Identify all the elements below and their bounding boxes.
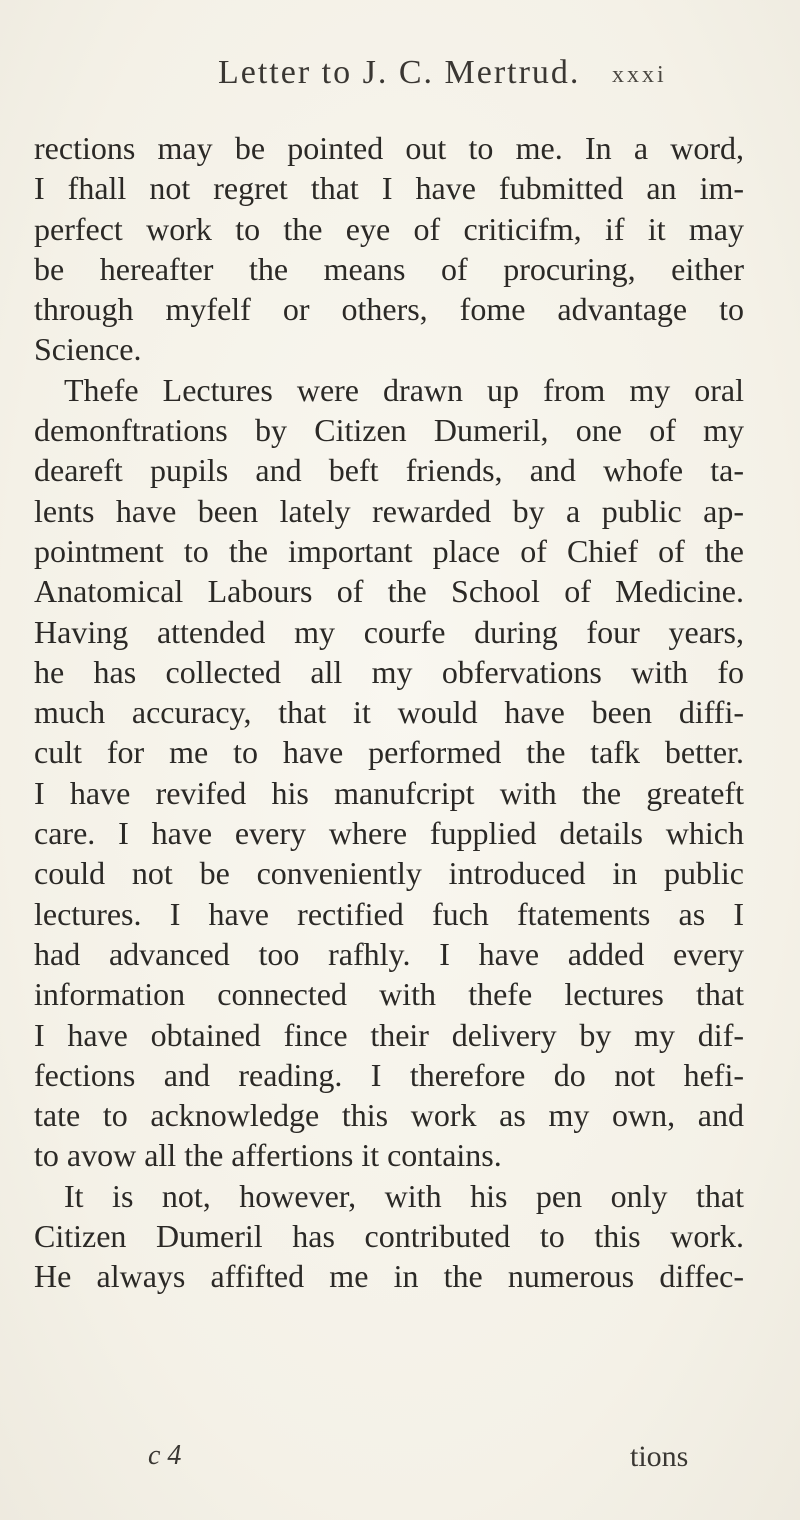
text-line: pointment to the important place of Chief of the xyxy=(34,532,744,569)
text-line: rections may be pointed out to me. In a word, xyxy=(34,130,744,166)
text-line: demonftrations by Citizen Dumeril, one of my xyxy=(34,412,744,449)
running-head xyxy=(0,54,800,104)
text-line: Citizen Dumeril has contributed to this work. xyxy=(34,1218,744,1255)
page-number: xxxi xyxy=(612,62,667,88)
catchword: tions xyxy=(630,1440,689,1473)
text-line: Anatomical Labours of the School of Medicine. xyxy=(34,573,744,610)
text-line: lectures. I have rectified fuch ftatements as I xyxy=(34,895,744,932)
body-text xyxy=(34,128,744,1297)
text-line: deareft pupils and beft friends, and whofe ta- xyxy=(34,452,744,489)
text-line: Science. xyxy=(34,331,142,368)
text-line: cult for me to have performed the tafk better. xyxy=(34,734,744,771)
text-line: care. I have every where fupplied details which xyxy=(34,815,744,852)
text-line: It is not, however, with his pen only that xyxy=(64,1177,744,1214)
text-line: Thefe Lectures were drawn up from my oral xyxy=(64,371,744,408)
page-footer xyxy=(0,1440,800,1480)
text-line: through myfelf or others, fome advantage to xyxy=(34,291,744,328)
text-line: Having attended my courfe during four years, xyxy=(34,613,744,650)
text-line: to avow all the affertions it contains. xyxy=(34,1137,502,1174)
text-line: He always affifted me in the numerous diffec- xyxy=(34,1258,744,1295)
text-line: had advanced too rafhly. I have added every xyxy=(34,935,744,972)
text-line: I have revifed his manufcript with the greateft xyxy=(34,774,744,811)
running-title: Letter to J. C. Mertrud. xyxy=(218,54,581,91)
text-line: fections and reading. I therefore do not hefi- xyxy=(34,1056,744,1093)
text-line: tate to acknowledge this work as my own, and xyxy=(34,1097,744,1134)
text-line: be hereafter the means of procuring, either xyxy=(34,250,744,287)
text-line: I have obtained fince their delivery by my dif- xyxy=(34,1016,744,1053)
text-line: he has collected all my obfervations with fo xyxy=(34,653,744,690)
text-line: information connected with thefe lectures that xyxy=(34,976,744,1013)
text-line: perfect work to the eye of criticifm, if it may xyxy=(34,210,744,247)
text-line: could not be conveniently introduced in public xyxy=(34,855,744,892)
signature-mark: c 4 xyxy=(148,1440,182,1471)
text-line: I fhall not regret that I have fubmitted an im- xyxy=(34,170,744,207)
text-line: lents have been lately rewarded by a public ap- xyxy=(34,492,744,529)
text-line: much accuracy, that it would have been diffi- xyxy=(34,694,744,731)
